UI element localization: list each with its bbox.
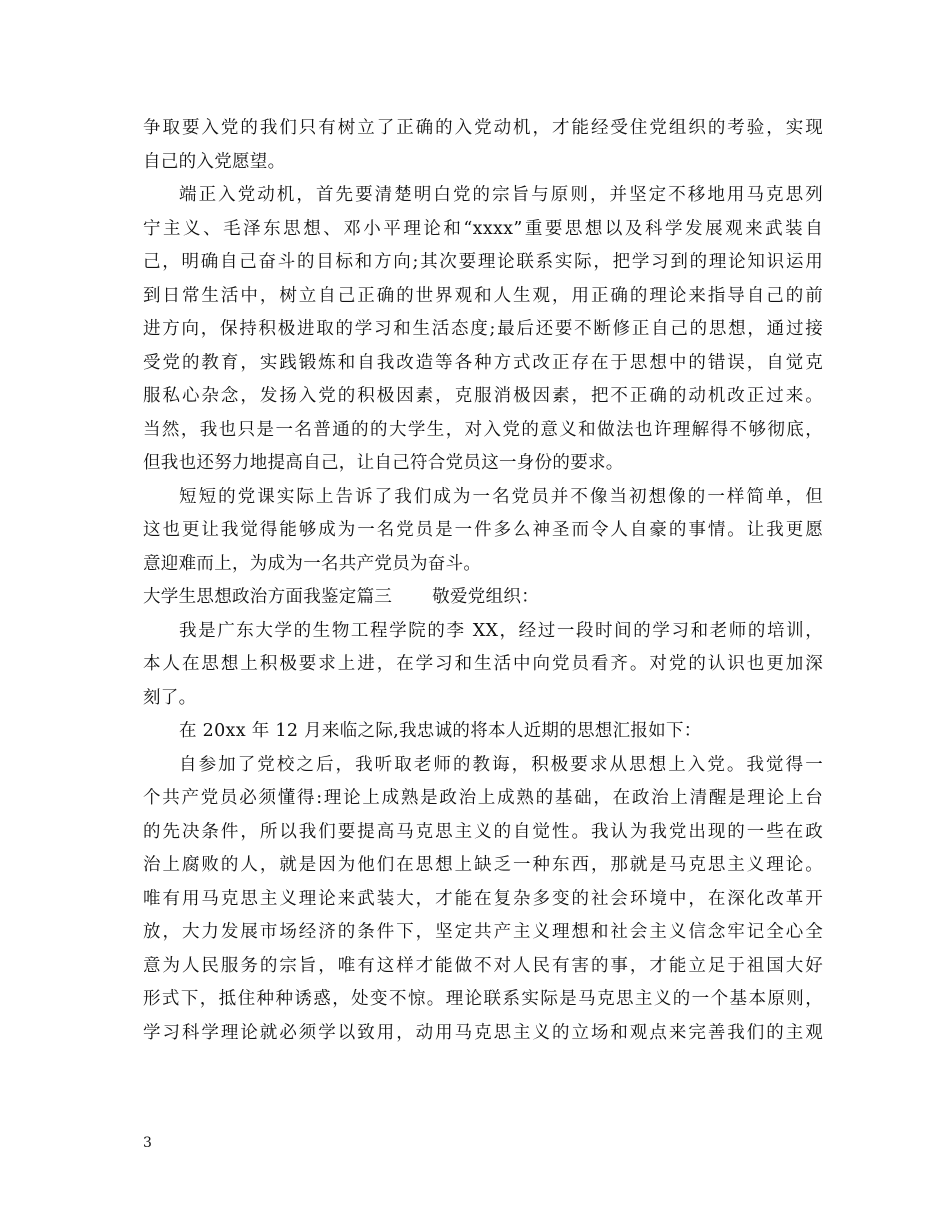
text-line: 争取要入党的我们只有树立了正确的入党动机，才能经受住党组织的考验，实现 [143, 118, 823, 138]
text-line: 但我也还努力地提高自己，让自己符合党员这一身份的要求。 [143, 453, 624, 473]
text-line: 当然，我也只是一名普通的的大学生，对入党的意义和做法也许理解得不够彻底， [143, 419, 823, 440]
text-line: 自参加了党校之后，我听取老师的教诲，积极要求从思想上入党。我觉得一 [179, 754, 823, 775]
text-line: 己，明确自己奋斗的目标和方向;其次要理论联系实际，把学习到的理论知识运用 [143, 252, 823, 272]
paragraph-block-1 [143, 112, 823, 581]
text-line: 这也更让我觉得能够成为一名党员是一件多么神圣而令人自豪的事情。让我更愿 [143, 520, 823, 540]
text-line: 受党的教育，实践锻炼和自我改造等各种方式改正存在于思想中的错误，自觉克 [143, 352, 823, 373]
section-title: 大学生思想政治方面我鉴定篇三 [143, 587, 393, 607]
text-line: 刻了。 [143, 687, 197, 708]
text-line: 到日常生活中，树立自己正确的世界观和人生观，用正确的理论来指导自己的前 [143, 285, 823, 306]
text-line: 进方向，保持积极进取的学习和生活态度;最后还要不断修正自己的思想，通过接 [143, 319, 823, 339]
text-line: 短短的党课实际上告诉了我们成为一名党员并不像当初想像的一样简单，但 [179, 486, 823, 507]
section-heading-row [143, 581, 823, 615]
text-line: 自己的入党愿望。 [143, 151, 286, 172]
text-line: 服私心杂念，发扬入党的积极因素，克服消极因素，把不正确的动机改正过来。 [143, 386, 823, 406]
text-line: 本人在思想上积极要求上进，在学习和生活中向党员看齐。对党的认识也更加深 [143, 654, 823, 674]
text-line: 放，大力发展市场经济的条件下，坚定共产主义理想和社会主义信念牢记全心全 [143, 922, 823, 942]
document-body [143, 112, 823, 1050]
text-line: 端正入党动机，首先要清楚明白党的宗旨与原则，并坚定不移地用马克思列 [179, 185, 823, 205]
paragraph-block-2 [143, 615, 823, 1051]
text-line: 意迎难而上，为成为一名共产党员为奋斗。 [143, 553, 482, 574]
page-number: 3 [143, 1135, 152, 1151]
text-line: 在 20xx 年 12 月来临之际,我忠诚的将本人近期的思想汇报如下： [179, 721, 702, 741]
text-line: 治上腐败的人，就是因为他们在思想上缺乏一种东西，那就是马克思主义理论。 [143, 855, 823, 875]
salutation: 敬爱党组织： [432, 587, 540, 607]
text-line: 意为人民服务的宗旨，唯有这样才能做不对人民有害的事，才能立足于祖国大好 [143, 955, 823, 976]
text-line: 唯有用马克思主义理论来武装大，才能在复杂多变的社会环境中，在深化改革开 [143, 888, 823, 909]
text-line: 的先决条件，所以我们要提高马克思主义的自觉性。我认为我党出现的一些在政 [143, 821, 823, 842]
text-line: 宁主义、毛泽东思想、邓小平理论和“xxxx”重要思想以及科学发展观来武装自 [143, 218, 823, 239]
text-line: 形式下，抵住种种诱惑，处变不惊。理论联系实际是马克思主义的一个基本原则， [143, 989, 823, 1009]
text-line: 我是广东大学的生物工程学院的李 XX，经过一段时间的学习和老师的培训， [179, 620, 823, 641]
text-line: 个共产党员必须懂得:理论上成熟是政治上成熟的基础，在政治上清醒是理论上台 [143, 788, 823, 808]
text-line: 学习科学理论就必须学以致用，动用马克思主义的立场和观点来完善我们的主观 [143, 1022, 823, 1043]
